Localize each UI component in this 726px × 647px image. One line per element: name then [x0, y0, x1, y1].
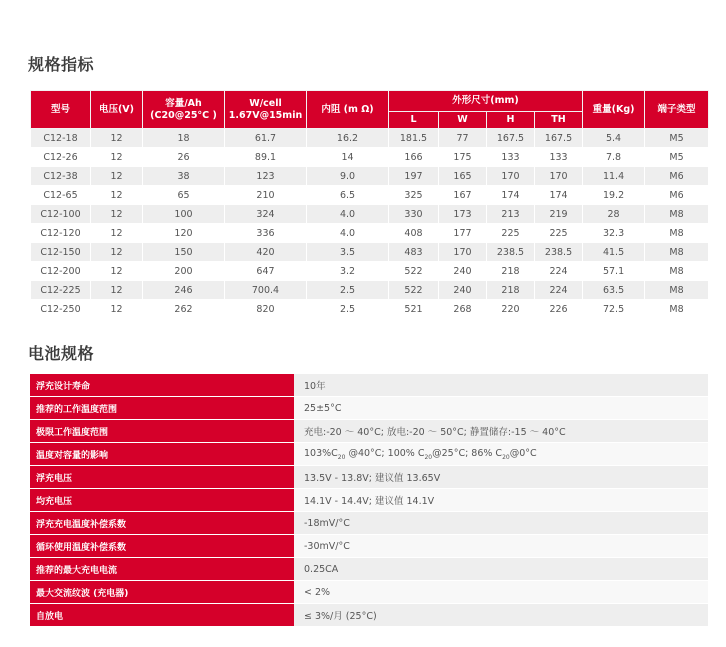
- header-model: 型号: [31, 91, 91, 129]
- header-dim-h: H: [487, 112, 535, 129]
- cell-model: C12-38: [31, 167, 91, 186]
- cell-resistance: 4.0: [307, 205, 389, 224]
- cell-dim-th: 167.5: [535, 129, 583, 148]
- cell-capacity: 246: [143, 281, 225, 300]
- spec-label: 自放电: [30, 604, 294, 627]
- cell-resistance: 3.2: [307, 262, 389, 281]
- cell-model: C12-120: [31, 224, 91, 243]
- table-row: [30, 374, 708, 397]
- cell-capacity: 26: [143, 148, 225, 167]
- cell-dim-w: 77: [439, 129, 487, 148]
- cell-model: C12-18: [31, 129, 91, 148]
- cell-capacity: 18: [143, 129, 225, 148]
- cell-capacity: 150: [143, 243, 225, 262]
- cell-terminal: M8: [645, 243, 709, 262]
- cell-terminal: M8: [645, 224, 709, 243]
- spec-label: 温度对容量的影响: [30, 443, 294, 466]
- cell-dim-h: 220: [487, 300, 535, 319]
- cell-wcell: 324: [225, 205, 307, 224]
- table-row: [30, 512, 708, 535]
- cell-resistance: 4.0: [307, 224, 389, 243]
- spec-value: -30mV/°C: [294, 535, 708, 558]
- table-row: [30, 604, 708, 627]
- cell-model: C12-150: [31, 243, 91, 262]
- cell-resistance: 2.5: [307, 281, 389, 300]
- table-row: [30, 443, 708, 466]
- cell-weight: 11.4: [583, 167, 645, 186]
- cell-capacity: 38: [143, 167, 225, 186]
- table-row: [30, 466, 708, 489]
- spec-value: < 2%: [294, 581, 708, 604]
- cell-capacity: 262: [143, 300, 225, 319]
- cell-terminal: M6: [645, 167, 709, 186]
- cell-capacity: 200: [143, 262, 225, 281]
- cell-wcell: 210: [225, 186, 307, 205]
- cell-model: C12-200: [31, 262, 91, 281]
- cell-weight: 19.2: [583, 186, 645, 205]
- cell-terminal: M8: [645, 300, 709, 319]
- cell-weight: 7.8: [583, 148, 645, 167]
- table-row: [31, 300, 709, 319]
- cell-dim-th: 238.5: [535, 243, 583, 262]
- cell-dim-w: 175: [439, 148, 487, 167]
- header-dimensions: 外形尺寸(mm): [389, 91, 583, 112]
- cell-voltage: 12: [91, 167, 143, 186]
- cell-dim-l: 521: [389, 300, 439, 319]
- cell-dim-l: 522: [389, 281, 439, 300]
- cell-model: C12-26: [31, 148, 91, 167]
- header-weight: 重量(Kg): [583, 91, 645, 129]
- cell-model: C12-65: [31, 186, 91, 205]
- spec-table-body: [31, 129, 709, 319]
- spec-label: 最大交流纹波 (充电器): [30, 581, 294, 604]
- table-row: [31, 186, 709, 205]
- spec-label: 推荐的最大充电电流: [30, 558, 294, 581]
- cell-resistance: 14: [307, 148, 389, 167]
- cell-model: C12-100: [31, 205, 91, 224]
- cell-dim-th: 226: [535, 300, 583, 319]
- spec-value: 25±5°C: [294, 397, 708, 420]
- cell-capacity: 120: [143, 224, 225, 243]
- cell-weight: 32.3: [583, 224, 645, 243]
- cell-terminal: M5: [645, 148, 709, 167]
- table-row: [31, 148, 709, 167]
- header-capacity: [143, 91, 225, 129]
- cell-terminal: M8: [645, 281, 709, 300]
- spec-label: 循环使用温度补偿系数: [30, 535, 294, 558]
- spec-table: [30, 90, 709, 319]
- cell-dim-l: 483: [389, 243, 439, 262]
- cell-dim-th: 219: [535, 205, 583, 224]
- value-text: @0°C: [509, 447, 537, 459]
- cell-wcell: 420: [225, 243, 307, 262]
- cell-voltage: 12: [91, 262, 143, 281]
- table-row: [30, 535, 708, 558]
- cell-dim-w: 240: [439, 262, 487, 281]
- cell-terminal: M5: [645, 129, 709, 148]
- spec-value: 13.5V - 13.8V; 建议值 13.65V: [294, 466, 708, 489]
- value-text: @40°C; 100% C: [345, 447, 425, 459]
- header-dim-l: L: [389, 112, 439, 129]
- header-terminal: 端子类型: [645, 91, 709, 129]
- cell-wcell: 61.7: [225, 129, 307, 148]
- cell-weight: 28: [583, 205, 645, 224]
- cell-dim-h: 218: [487, 262, 535, 281]
- cell-dim-w: 177: [439, 224, 487, 243]
- table-row: [31, 262, 709, 281]
- header-capacity-line1: 容量/Ah: [165, 97, 202, 109]
- subscript-text: 20: [502, 453, 510, 461]
- cell-dim-l: 408: [389, 224, 439, 243]
- cell-capacity: 65: [143, 186, 225, 205]
- cell-dim-h: 170: [487, 167, 535, 186]
- spec-value: 14.1V - 14.4V; 建议值 14.1V: [294, 489, 708, 512]
- cell-voltage: 12: [91, 300, 143, 319]
- cell-resistance: 16.2: [307, 129, 389, 148]
- cell-dim-h: 225: [487, 224, 535, 243]
- value-text: @25°C; 86% C: [432, 447, 503, 459]
- cell-dim-w: 173: [439, 205, 487, 224]
- cell-wcell: 647: [225, 262, 307, 281]
- table-row: [31, 224, 709, 243]
- cell-wcell: 336: [225, 224, 307, 243]
- cell-dim-h: 174: [487, 186, 535, 205]
- cell-voltage: 12: [91, 129, 143, 148]
- spec-label: 浮充充电温度补偿系数: [30, 512, 294, 535]
- spec-label: 浮充电压: [30, 466, 294, 489]
- spec-label: 浮充设计寿命: [30, 374, 294, 397]
- spec-section-title: 规格指标: [28, 55, 95, 74]
- cell-dim-l: 181.5: [389, 129, 439, 148]
- spec-label: 极限工作温度范围: [30, 420, 294, 443]
- cell-voltage: 12: [91, 186, 143, 205]
- cell-resistance: 9.0: [307, 167, 389, 186]
- table-row: [30, 489, 708, 512]
- cell-model: C12-225: [31, 281, 91, 300]
- table-row: [30, 581, 708, 604]
- cell-voltage: 12: [91, 224, 143, 243]
- header-wcell-line1: W/cell: [249, 97, 282, 109]
- table-row: [31, 167, 709, 186]
- cell-weight: 41.5: [583, 243, 645, 262]
- table-row: [31, 243, 709, 262]
- cell-dim-th: 170: [535, 167, 583, 186]
- cell-wcell: 89.1: [225, 148, 307, 167]
- cell-weight: 72.5: [583, 300, 645, 319]
- spec-value: 10年: [294, 374, 708, 397]
- cell-dim-h: 218: [487, 281, 535, 300]
- cell-dim-w: 167: [439, 186, 487, 205]
- cell-dim-h: 167.5: [487, 129, 535, 148]
- cell-voltage: 12: [91, 243, 143, 262]
- table-row: [30, 558, 708, 581]
- value-text: 103%C: [304, 447, 338, 459]
- cell-dim-l: 197: [389, 167, 439, 186]
- cell-dim-l: 522: [389, 262, 439, 281]
- header-wcell-line2: 1.67V@15min: [228, 109, 303, 121]
- cell-dim-th: 225: [535, 224, 583, 243]
- cell-dim-w: 170: [439, 243, 487, 262]
- cell-weight: 5.4: [583, 129, 645, 148]
- cell-capacity: 100: [143, 205, 225, 224]
- cell-dim-l: 166: [389, 148, 439, 167]
- cell-voltage: 12: [91, 281, 143, 300]
- header-dim-w: W: [439, 112, 487, 129]
- cell-weight: 63.5: [583, 281, 645, 300]
- cell-resistance: 3.5: [307, 243, 389, 262]
- spec-value: ≤ 3%/月 (25°C): [294, 604, 708, 627]
- battery-table-body: [30, 374, 708, 627]
- cell-dim-w: 240: [439, 281, 487, 300]
- cell-wcell: 820: [225, 300, 307, 319]
- subscript-text: 20: [424, 453, 433, 461]
- cell-dim-h: 213: [487, 205, 535, 224]
- spec-label: 推荐的工作温度范围: [30, 397, 294, 420]
- cell-model: C12-250: [31, 300, 91, 319]
- cell-wcell: 123: [225, 167, 307, 186]
- cell-weight: 57.1: [583, 262, 645, 281]
- table-row: [30, 420, 708, 443]
- cell-dim-h: 238.5: [487, 243, 535, 262]
- cell-dim-th: 133: [535, 148, 583, 167]
- header-wcell: [225, 91, 307, 129]
- header-resistance: 内阻 (m Ω): [307, 91, 389, 129]
- cell-voltage: 12: [91, 148, 143, 167]
- cell-dim-w: 268: [439, 300, 487, 319]
- cell-dim-th: 174: [535, 186, 583, 205]
- cell-resistance: 6.5: [307, 186, 389, 205]
- table-row: [31, 281, 709, 300]
- cell-wcell: 700.4: [225, 281, 307, 300]
- table-row: [31, 205, 709, 224]
- spec-label: 均充电压: [30, 489, 294, 512]
- table-row: [31, 129, 709, 148]
- subscript-text: 20: [337, 453, 346, 461]
- spec-value: -18mV/°C: [294, 512, 708, 535]
- header-voltage: 电压(V): [91, 91, 143, 129]
- cell-dim-l: 330: [389, 205, 439, 224]
- cell-dim-th: 224: [535, 262, 583, 281]
- cell-voltage: 12: [91, 205, 143, 224]
- cell-terminal: M6: [645, 186, 709, 205]
- spec-value: [294, 443, 708, 466]
- header-dim-th: TH: [535, 112, 583, 129]
- cell-dim-th: 224: [535, 281, 583, 300]
- spec-value: 充电:-20 ～ 40°C; 放电:-20 ～ 50°C; 静置储存:-15 ～ 40°C: [294, 420, 708, 443]
- cell-terminal: M8: [645, 205, 709, 224]
- cell-dim-w: 165: [439, 167, 487, 186]
- table-row: [30, 397, 708, 420]
- cell-dim-l: 325: [389, 186, 439, 205]
- header-capacity-line2: (C20@25°C ): [150, 109, 217, 121]
- cell-resistance: 2.5: [307, 300, 389, 319]
- cell-dim-h: 133: [487, 148, 535, 167]
- cell-terminal: M8: [645, 262, 709, 281]
- spec-value: 0.25CA: [294, 558, 708, 581]
- battery-section-title: 电池规格: [28, 344, 95, 363]
- battery-spec-table: [30, 374, 708, 627]
